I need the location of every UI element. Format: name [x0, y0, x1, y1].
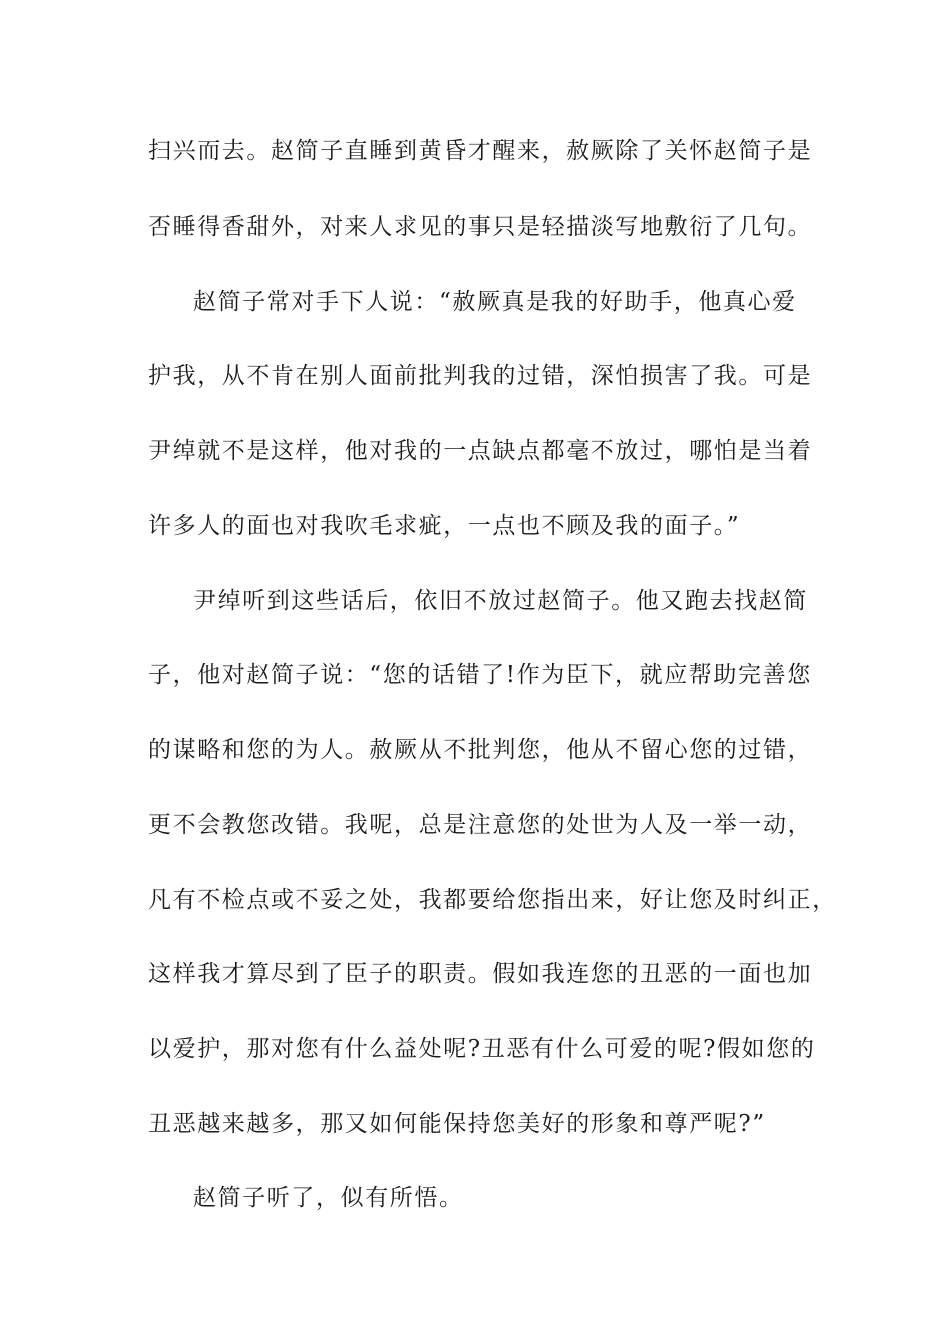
text-line: 扫兴而去。赵简子直睡到黄昏才醒来，赦厥除了关怀赵简子是 [148, 138, 813, 164]
paragraph-first-line: 尹绰听到这些话后，依旧不放过赵简子。他又跑去找赵简 [193, 588, 808, 614]
text-line: 以爱护，那对您有什么益处呢?丑恶有什么可爱的呢?假如您的 [148, 1036, 816, 1062]
text-line: 的谋略和您的为人。赦厥从不批判您，他从不留心您的过错， [148, 737, 813, 763]
paragraph-first-line: 赵简子常对手下人说：“赦厥真是我的好助手，他真心爱 [193, 289, 797, 315]
text-line: 丑恶越来越多，那又如何能保持您美好的形象和尊严呢?” [148, 1111, 766, 1137]
text-line: 护我，从不肯在别人面前批判我的过错，深怕损害了我。可是 [148, 363, 813, 389]
text-line: 这样我才算尽到了臣子的职责。假如我连您的丑恶的一面也加 [148, 961, 813, 987]
text-line: 凡有不检点或不妥之处，我都要给您指出来，好让您及时纠正， [148, 887, 837, 913]
text-line: 更不会教您改错。我呢，总是注意您的处世为人及一举一动， [148, 812, 813, 838]
text-line: 许多人的面也对我吹毛求疵，一点也不顾及我的面子。” [148, 513, 741, 539]
text-line: 尹绰就不是这样，他对我的一点缺点都毫不放过，哪怕是当着 [148, 438, 813, 464]
text-line: 子，他对赵简子说：“您的话错了!作为臣下，就应帮助完善您 [148, 662, 812, 688]
paragraph-first-line: 赵简子听了，似有所悟。 [193, 1185, 464, 1211]
text-line: 否睡得香甜外，对来人求见的事只是轻描淡写地敷衍了几句。 [148, 214, 813, 240]
